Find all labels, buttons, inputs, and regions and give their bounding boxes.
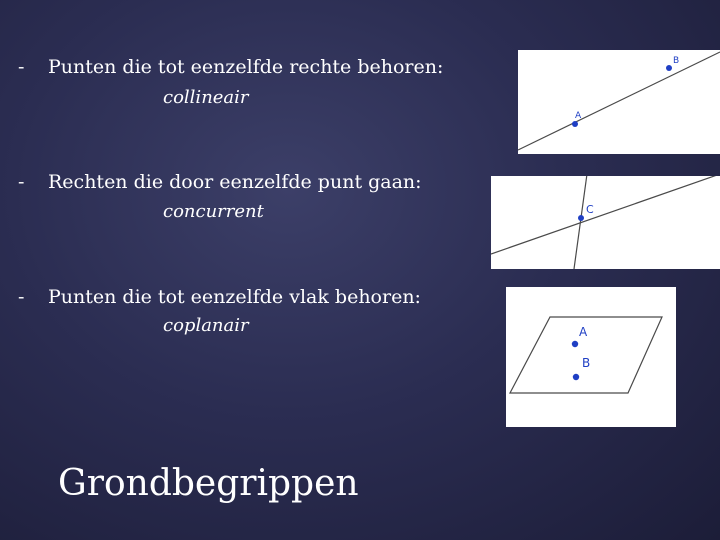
point-b <box>666 65 672 71</box>
bullet-coplanair <box>18 285 421 309</box>
bullet-concurrent <box>18 170 422 194</box>
concurrent-line-1 <box>491 176 720 254</box>
point-a-label: A <box>575 111 582 121</box>
term-collineair: collineair <box>163 87 249 108</box>
point-a <box>572 121 578 127</box>
point-b-label: B <box>673 56 680 66</box>
slide-title: Grondbegrippen <box>58 463 359 504</box>
point-a-label: A <box>579 325 588 339</box>
bullet-text: Rechten die door eenzelfde punt gaan: <box>48 171 422 193</box>
figure-coplanar <box>506 287 676 427</box>
collinear-line <box>518 52 720 150</box>
bullet-text: Punten die tot eenzelfde rechte behoren: <box>48 56 444 78</box>
bullet-dash: - <box>18 286 25 308</box>
bullet-text: Punten die tot eenzelfde vlak behoren: <box>48 286 421 308</box>
term-concurrent: concurrent <box>163 201 264 222</box>
bullet-collineair <box>18 55 443 79</box>
term-coplanair: coplanair <box>163 315 249 336</box>
bullet-dash: - <box>18 171 25 193</box>
point-b-label: B <box>582 356 591 370</box>
concurrent-line-2 <box>574 176 587 269</box>
point-a <box>572 341 578 347</box>
point-c-label: C <box>586 203 594 216</box>
figure-concurrent <box>491 176 720 269</box>
bullet-dash: - <box>18 56 25 78</box>
point-c <box>578 215 584 221</box>
figure-collinear <box>518 50 720 154</box>
point-b <box>573 374 579 380</box>
